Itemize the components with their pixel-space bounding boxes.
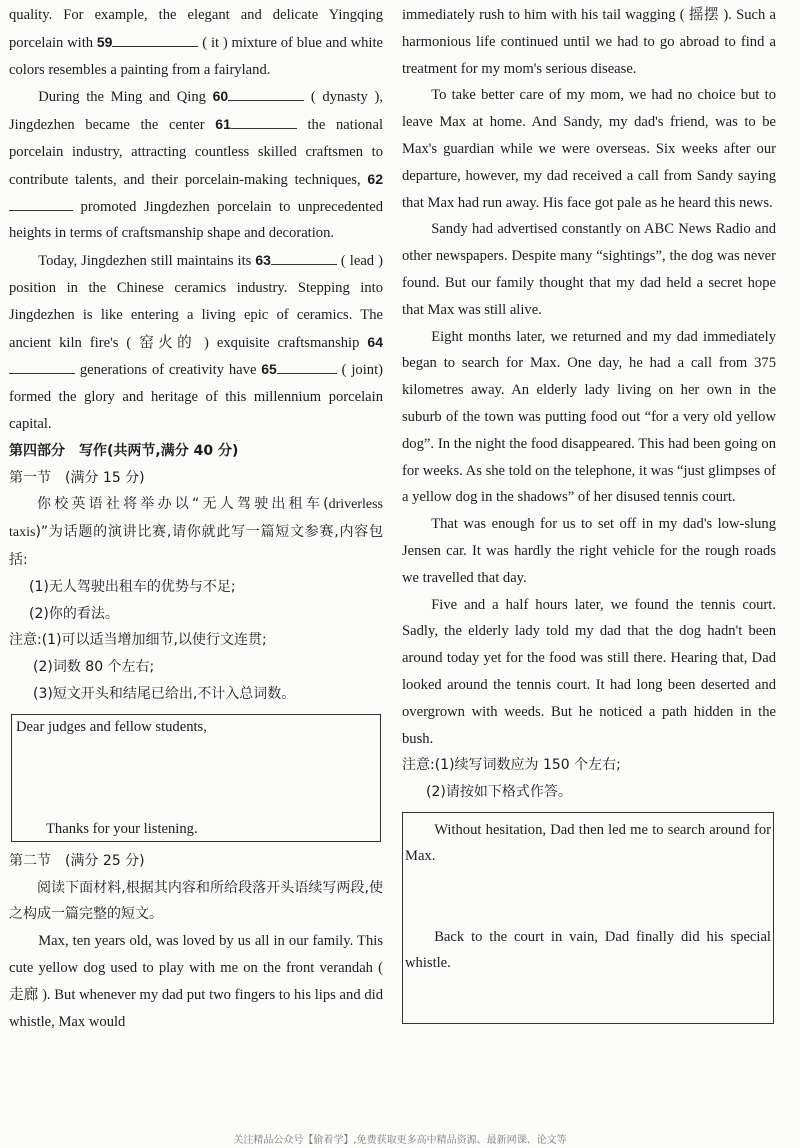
essay-answer-box[interactable]	[11, 714, 381, 842]
section2-note-2: (2)请按如下格式作答。	[426, 784, 572, 801]
section2-instructions: 阅读下面材料,根据其内容和所给段落开头语续写两段,使之构成一篇完整的短文。	[9, 879, 383, 923]
answer-blank-63[interactable]	[271, 250, 337, 266]
gloss-verandah: 走廊	[9, 985, 39, 1003]
question-number-60: 60	[212, 88, 229, 105]
section1-item-2: (2)你的看法。	[29, 605, 119, 622]
story-paragraph-5: That was enough for us to set off in my dad's low-slung Jensen car. It was hardly the right vehicle for the rough roads we travelled that day.	[402, 516, 776, 586]
section1-heading: 第一节 (满分 15 分)	[9, 469, 145, 486]
continuation-answer-box[interactable]	[402, 812, 774, 1024]
question-number-65: 65	[261, 361, 277, 378]
story-paragraph-6: Five and a half hours later, we found the tennis court. Sadly, the elderly lady told my dad that the dog hadn't been around today yet for the food was still there. Hearing that, Dad looked around the tennis court. It had long been deserted and overgrown with weeds. But he noticed a path hidden in the bush.	[402, 596, 776, 747]
gloss-wagging: 摇摆	[688, 6, 720, 23]
right-column	[402, 2, 776, 1024]
story-paragraph-1-cont: immediately rush to him with his tail wagging ( 摇摆 ). Such a harmonious life continued until we had to go abroad to find a treatment for my mom's serious disease.	[402, 6, 776, 77]
section1-instructions: 你校英语社将举办以“无人驾驶出租车(driverless taxis)”为话题的演讲比赛,请你就此写一篇短文参赛,内容包括:	[9, 496, 383, 568]
answer-blank-59[interactable]	[112, 31, 198, 47]
page-footer: 关注精品公众号【偷着学】,免费获取更多高中精品资源、最新网课、论文等	[233, 1135, 567, 1146]
story-paragraph-1: Max, ten years old, was loved by us all in our family. This cute yellow dog used to play with me on the front verandah ( 走廊 ). But whenever my dad put two fingers to his lips and did whistle, Max would	[9, 933, 383, 1030]
part4-heading: 第四部分 写作(共两节,满分 40 分)	[9, 442, 239, 459]
essay-opening: Dear judges and fellow students,	[16, 718, 207, 735]
answer-blank-62[interactable]	[9, 195, 73, 211]
answer-blank-64[interactable]	[9, 359, 75, 375]
essay-closing: Thanks for your listening.	[46, 820, 198, 837]
left-column	[9, 2, 383, 1035]
passage-paragraph-1: quality. For example, the elegant and delicate Yingqing porcelain with 59 ( it ) mixture of blue and white colors resembles a painting from a fairyland.	[9, 7, 383, 78]
answer-blank-61[interactable]	[231, 114, 297, 130]
story-paragraph-2: To take better care of my mom, we had no choice but to leave Max at home. And Sandy, my dad's friend, was to be Max's guardian while we were overseas. Six weeks after our departure, however, my dad received a call from Sandy saying that Max had run away. His face got pale as he heard this news.	[402, 87, 776, 211]
passage-paragraph-3: Today, Jingdezhen still maintains its 63 ( lead ) position in the Chinese ceramics industry. Stepping into Jingdezhen is like entering a living epic of ceramics. The ancient kiln fire's ( 窑火的 ) exquisite craftsmanship 64 generations of creativity have 65 ( joint) formed the glory and heritage of this millennium porcelain capital.	[9, 247, 383, 438]
question-number-62: 62	[367, 170, 383, 187]
question-number-63: 63	[255, 252, 271, 269]
answer-blank-60[interactable]	[228, 86, 304, 102]
answer-blank-65[interactable]	[277, 359, 337, 375]
continuation-opener-2: Back to the court in vain, Dad finally did his special whistle.	[405, 928, 771, 971]
passage-paragraph-2: During the Ming and Qing 60 ( dynasty ), Jingdezhen became the center 61 the national porcelain industry, attracting countless skilled craftsmen to contribute talents, and their porcelain-making techniques, 62 promoted Jingdezhen porcelain to unprecedented heights in terms of craftsmanship shape and decoration.	[9, 83, 383, 247]
section2-heading: 第二节 (满分 25 分)	[9, 852, 145, 869]
section1-note-3: (3)短文开头和结尾已给出,不计入总词数。	[33, 685, 296, 702]
question-number-64: 64	[367, 333, 383, 350]
section1-note-2: (2)词数 80 个左右;	[33, 659, 155, 676]
gloss-kiln-fire: 窑火的	[139, 333, 197, 351]
section1-item-1: (1)无人驾驶出租车的优势与不足;	[29, 578, 236, 595]
story-paragraph-3: Sandy had advertised constantly on ABC News Radio and other newspapers. Despite many “sightings”, the dog was never found. But our family thought that my dad held a secret hope that Max was still alive.	[402, 221, 776, 318]
continuation-opener-1: Without hesitation, Dad then led me to search around for Max.	[405, 821, 771, 864]
section1-note-1: 注意:(1)可以适当增加细节,以使行文连贯;	[9, 632, 267, 649]
story-paragraph-4: Eight months later, we returned and my dad immediately began to search for Max. One day, he had a call from 375 kilometres away. An elderly lady living on her own in the suburb of the town was putting food out “for a very old yellow dog”. In the night the food disappeared. This had been going on for weeks. As she told on the telephone, it was “just glimpses of a yellow dog in the shadows” of her disused tennis court.	[402, 328, 776, 506]
question-number-61: 61	[215, 116, 231, 133]
section2-note-1: 注意:(1)续写词数应为 150 个左右;	[402, 757, 621, 774]
question-number-59: 59	[96, 33, 113, 50]
